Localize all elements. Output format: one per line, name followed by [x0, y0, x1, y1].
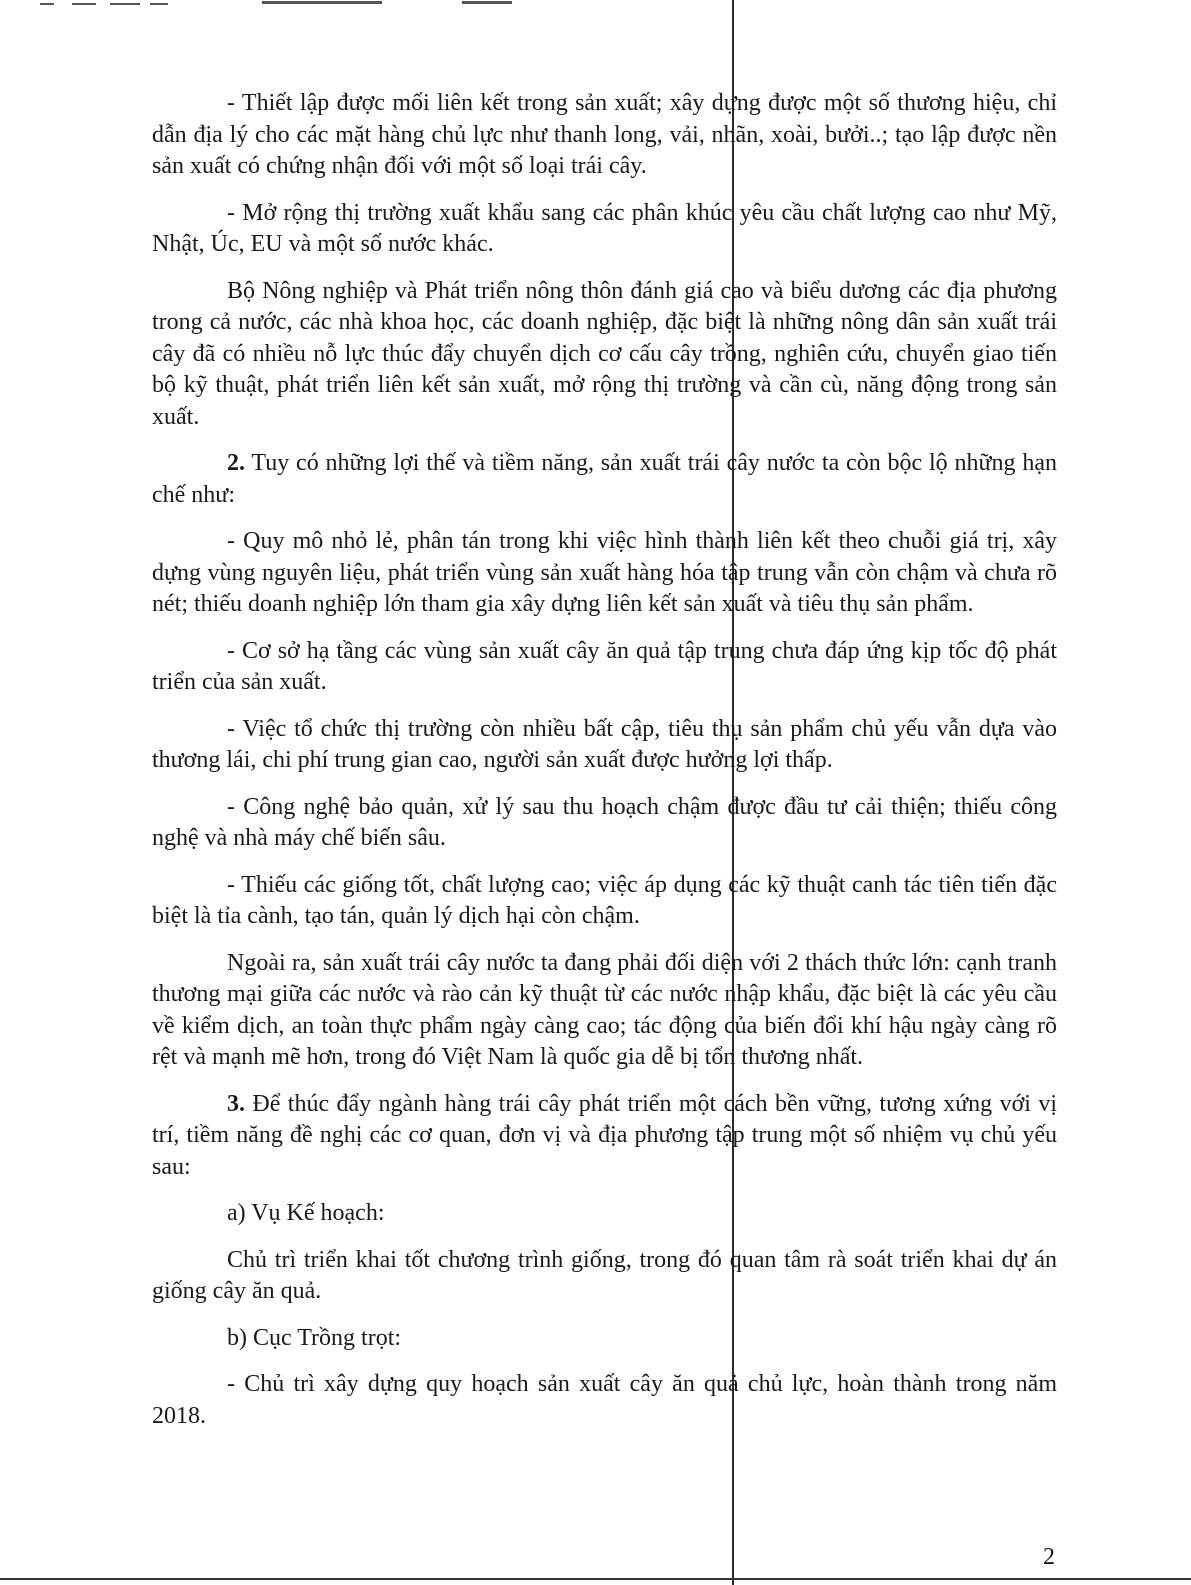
subheading-a: a) Vụ Kế hoạch:	[227, 1200, 385, 1226]
scan-bottom-edge	[0, 1578, 1191, 1580]
scan-artifacts	[0, 0, 1191, 12]
paragraph: - Mở rộng thị trường xuất khẩu sang các phân khúc yêu cầu chất lượng cao như Mỹ, Nhật, Úc, EU và một số nước khác.	[152, 199, 1057, 257]
section-text: Để thúc đẩy ngành hàng trái cây phát triển một cách bền vững, tương xứng với vị trí, tiềm năng đề nghị các cơ quan, đơn vị và địa phương tập trung một số nhiệm vụ chủ yếu sau:	[152, 1090, 1057, 1180]
section-number: 3.	[227, 1090, 245, 1117]
page-number: 2	[1043, 1544, 1055, 1570]
paragraph: Chủ trì triển khai tốt chương trình giống, trong đó quan tâm rà soát triển khai dự án giống cây ăn quả.	[152, 1246, 1057, 1304]
subheading-b: b) Cục Trồng trọt:	[227, 1324, 402, 1351]
paragraph: - Cơ sở hạ tầng các vùng sản xuất cây ăn quả tập trung chưa đáp ứng kịp tốc độ phát triển của sản xuất.	[152, 637, 1057, 695]
paragraph: - Thiếu các giống tốt, chất lượng cao; việc áp dụng các kỹ thuật canh tác tiên tiến đặc biệt là tỉa cành, tạo tán, quản lý dịch hại còn chậm.	[152, 871, 1057, 929]
paragraph: Ngoài ra, sản xuất trái cây nước ta đang phải đối diện với 2 thách thức lớn: cạnh tranh thương mại giữa các nước và rào cản kỹ thuật từ các nước nhập khẩu, đặc biệt là các yêu cầu về kiểm dịch, an toàn thực phẩm ngày càng cao; tác động của biến đổi khí hậu ngày càng rõ rệt và mạnh mẽ hơn, trong đó Việt Nam là quốc gia dễ bị tổn thương nhất.	[152, 949, 1057, 1070]
document-body	[152, 88, 1057, 1447]
paragraph: - Quy mô nhỏ lẻ, phân tán trong khi việc hình thành liên kết theo chuỗi giá trị, xây dựng vùng nguyên liệu, phát triển vùng sản xuất hàng hóa tập trung vẫn còn chậm và chưa rõ nét; thiếu doanh nghiệp lớn tham gia xây dựng liên kết sản xuất và tiêu thụ sản phẩm.	[152, 528, 1057, 617]
paragraph: - Việc tổ chức thị trường còn nhiều bất cập, tiêu thụ sản phẩm chủ yếu vẫn dựa vào thương lái, chi phí trung gian cao, người sản xuất được hưởng lợi thấp.	[152, 715, 1057, 773]
section-text: Tuy có những lợi thế và tiềm năng, sản xuất trái cây nước ta còn bộc lộ những hạn chế như:	[152, 450, 1057, 508]
paragraph: - Chủ trì xây dựng quy hoạch sản xuất cây ăn quả chủ lực, hoàn thành trong năm 2018.	[152, 1371, 1057, 1429]
section-2	[152, 448, 1057, 511]
paragraph: - Thiết lập được mối liên kết trong sản xuất; xây dựng được một số thương hiệu, chỉ dẫn địa lý cho các mặt hàng chủ lực như thanh long, vải, nhãn, xoài, bưởi..; tạo lập được nền sản xuất có chứng nhận đối với một số loại trái cây.	[152, 90, 1057, 179]
section-number: 2.	[227, 450, 245, 476]
paragraph: Bộ Nông nghiệp và Phát triển nông thôn đánh giá cao và biểu dương các địa phương trong cả nước, các nhà khoa học, các doanh nghiệp, đặc biệt là những nông dân sản xuất trái cây đã có nhiều nỗ lực thúc đẩy chuyển dịch cơ cấu cây trồng, nghiên cứu, chuyển giao tiến bộ kỹ thuật, phát triển liên kết sản xuất, mở rộng thị trường và cần cù, năng động trong sản xuất.	[152, 277, 1057, 430]
paragraph: - Công nghệ bảo quản, xử lý sau thu hoạch chậm được đầu tư cải thiện; thiếu công nghệ và nhà máy chế biến sâu.	[152, 793, 1057, 851]
section-3	[152, 1089, 1057, 1184]
